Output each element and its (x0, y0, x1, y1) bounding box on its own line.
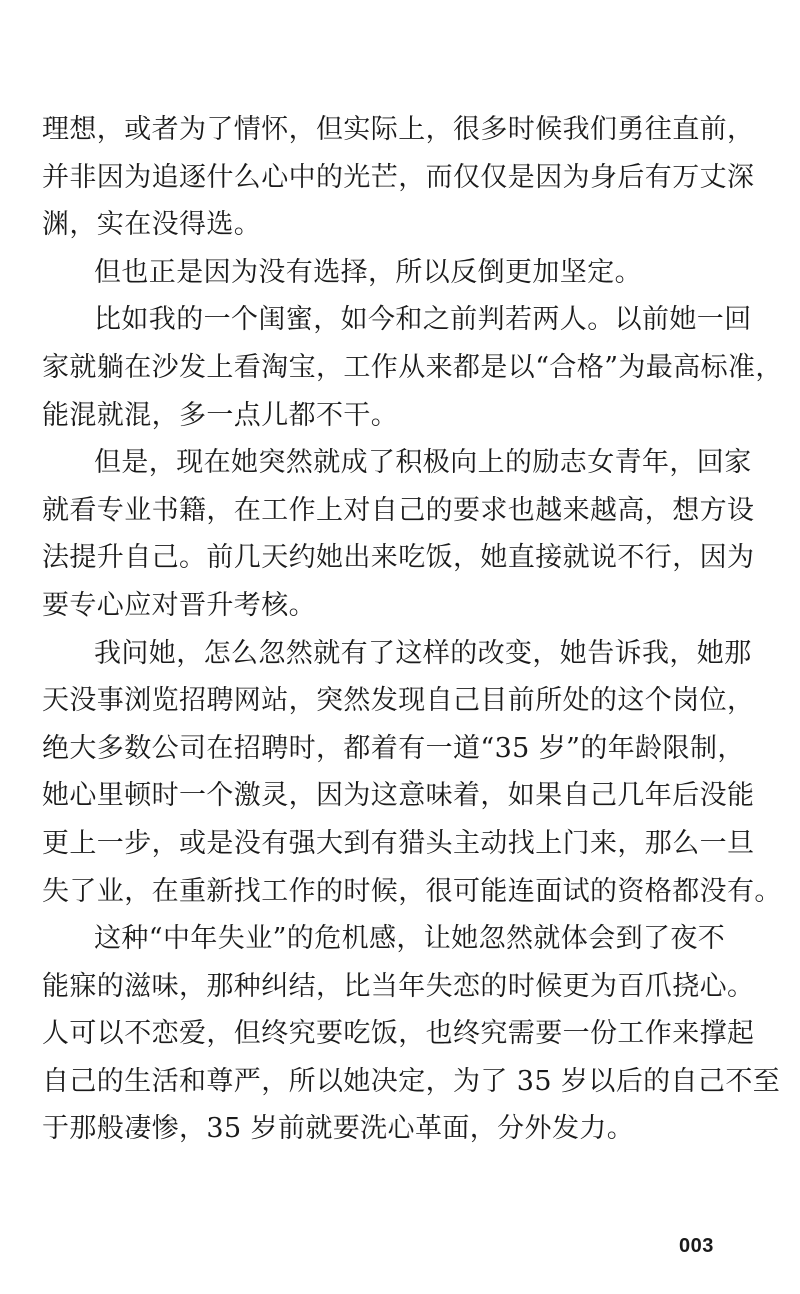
text-line: 于那般凄惨，35 岁前就要洗心革面，分外发力。 (42, 1113, 635, 1145)
text-line: 人可以不恋爱，但终究要吃饭，也终究需要一份工作来撑起 (42, 1018, 755, 1050)
text-line: 天没事浏览招聘网站，突然发现自己目前所处的这个岗位， (42, 685, 755, 717)
text-line: 她心里顿时一个激灵，因为这意味着，如果自己几年后没能 (42, 780, 755, 812)
paragraph-first-line: 但也正是因为没有选择，所以反倒更加坚定。 (94, 256, 642, 288)
text-line: 自己的生活和尊严，所以她决定，为了 35 岁以后的自己不至 (42, 1065, 781, 1097)
page-number: 003 (679, 1235, 714, 1257)
paragraph-first-line: 比如我的一个闺蜜，如今和之前判若两人。以前她一回 (94, 304, 752, 336)
text-line: 理想，或者为了情怀，但实际上，很多时候我们勇往直前， (42, 114, 755, 145)
text-line: 家就躺在沙发上看淘宝，工作从来都是以“合格”为最高标准， (42, 351, 783, 383)
paragraph-first-line: 这种“中年失业”的危机感，让她忽然就体会到了夜不 (94, 923, 726, 955)
text-line: 要专心应对晋升考核。 (42, 589, 316, 621)
paragraph-first-line: 但是，现在她突然就成了积极向上的励志女青年，回家 (94, 447, 752, 479)
text-line: 渊，实在没得选。 (42, 209, 262, 241)
body-text (42, 106, 783, 1153)
paragraph-first-line: 我问她，怎么忽然就有了这样的改变，她告诉我，她那 (94, 637, 752, 669)
text-line: 绝大多数公司在招聘时，都着有一道“35 岁”的年龄限制， (42, 732, 745, 764)
text-line: 法提升自己。前几天约她出来吃饭，她直接就说不行，因为 (42, 542, 755, 574)
text-line: 就看专业书籍，在工作上对自己的要求也越来越高，想方设 (42, 494, 755, 526)
text-line: 能寐的滋味，那种纠结，比当年失恋的时候更为百爪挠心。 (42, 970, 755, 1002)
text-line: 能混就混，多一点儿都不干。 (42, 399, 399, 431)
text-line: 失了业，在重新找工作的时候，很可能连面试的资格都没有。 (42, 875, 782, 907)
text-line: 并非因为追逐什么心中的光芒，而仅仅是因为身后有万丈深 (42, 161, 755, 193)
text-line: 更上一步，或是没有强大到有猎头主动找上门来，那么一旦 (42, 827, 755, 859)
